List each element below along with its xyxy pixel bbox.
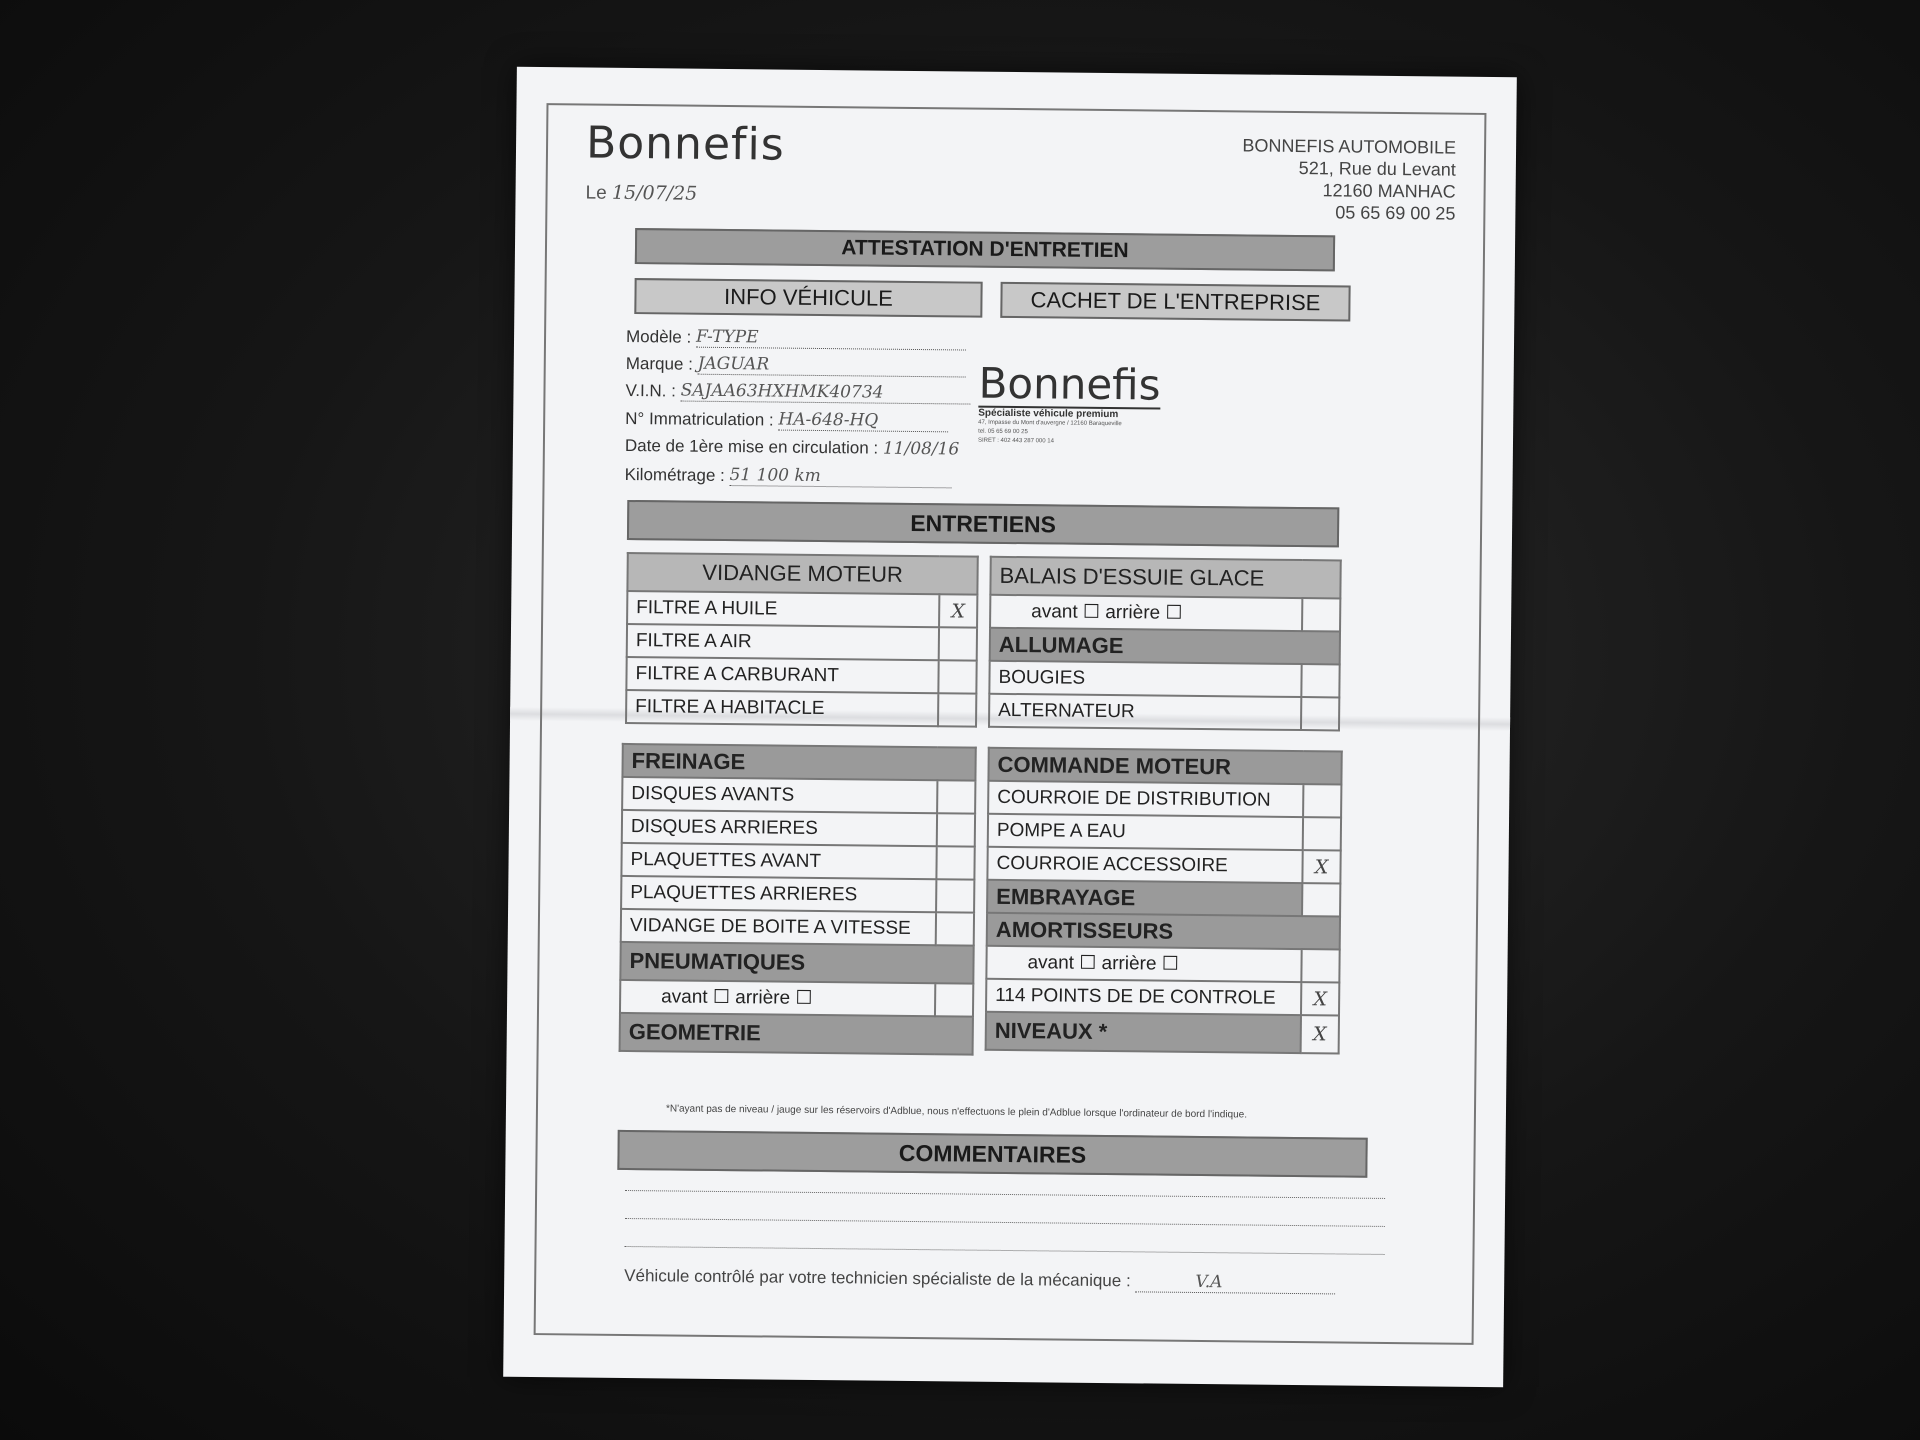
item-filtre-carburant: FILTRE A CARBURANT: [626, 657, 938, 693]
stamp-name: Bonnefis: [978, 358, 1161, 410]
header-geometrie: GEOMETRIE: [620, 1013, 973, 1055]
field-mise-en-circulation: Date de 1ère mise en circulation : 11/08/16: [624, 435, 960, 460]
document-date: [585, 182, 697, 206]
field-vin-value: SAJAA63HXHMK40734: [681, 381, 971, 405]
item-alternateur: ALTERNATEUR: [989, 694, 1301, 730]
item-filtre-air: FILTRE A AIR: [627, 624, 939, 660]
table-balais-allumage: [988, 556, 1342, 732]
header-commentaires: COMMENTAIRES: [617, 1130, 1367, 1178]
item-plaquettes-arrieres: PLAQUETTES ARRIERES: [621, 876, 936, 912]
header-cachet: CACHET DE L'ENTREPRISE: [1000, 282, 1350, 322]
table-commande-moteur: [985, 747, 1343, 1055]
header-niveaux: NIVEAUX *: [986, 1012, 1301, 1053]
header-allumage: ALLUMAGE: [990, 628, 1340, 665]
field-marque-value: JAGUAR: [698, 354, 966, 378]
item-courroie-distribution: COURROIE DE DISTRIBUTION: [988, 781, 1303, 817]
check-pneumatiques: [935, 983, 973, 1016]
adblue-note: *N'ayant pas de niveau / jauge sur les réservoirs d'Adblue, nous n'effectuons le plein d'Adblue lorsque l'ordinateur de bord l'indique.: [665, 1103, 1248, 1121]
date-value: 15/07/25: [611, 181, 698, 205]
company-stamp: [977, 358, 1161, 448]
item-filtre-huile: FILTRE A HUILE: [627, 591, 939, 627]
field-vin: V.I.N. : SAJAA63HXHMK40734: [625, 380, 970, 405]
check-bougies: [1301, 664, 1339, 697]
header-commande-moteur: COMMANDE MOTEUR: [988, 748, 1341, 785]
header-balais: BALAIS D'ESSUIE GLACE: [990, 557, 1340, 599]
field-immatriculation: N° Immatriculation : HA-648-HQ: [625, 408, 948, 432]
check-balais: [1302, 598, 1340, 631]
company-city: 12160 MANHAC: [1322, 180, 1456, 202]
item-points-controle: 114 POINTS DE DE CONTROLE: [986, 979, 1301, 1015]
header-pneumatiques: PNEUMATIQUES: [620, 942, 973, 984]
balais-options: avant ☐ arrière ☐: [990, 595, 1302, 631]
header-amortisseurs: AMORTISSEURS: [987, 913, 1340, 950]
check-vidange-boite: [936, 912, 974, 945]
header-vidange-moteur: VIDANGE MOTEUR: [627, 553, 977, 595]
company-phone: 05 65 69 00 25: [1335, 202, 1456, 224]
table-freinage: [619, 743, 977, 1056]
company-logo: Bonnefis: [585, 117, 785, 171]
field-marque: Marque : JAGUAR: [626, 353, 966, 378]
field-kilometrage-value: 51 100 km: [729, 465, 951, 488]
company-name: BONNEFIS AUTOMOBILE: [1242, 135, 1457, 158]
header-embrayage: EMBRAYAGE: [987, 880, 1302, 916]
check-filtre-huile: X: [939, 594, 977, 627]
item-bougies: BOUGIES: [989, 661, 1301, 697]
check-filtre-air: [939, 627, 977, 660]
field-kilometrage: Kilométrage : 51 100 km: [625, 464, 952, 488]
item-filtre-habitacle: FILTRE A HABITACLE: [626, 690, 938, 726]
title-attestation: ATTESTATION D'ENTRETIEN: [635, 228, 1335, 271]
maintenance-certificate: [503, 67, 1517, 1387]
check-filtre-carburant: [938, 660, 976, 693]
item-plaquettes-avant: PLAQUETTES AVANT: [621, 843, 936, 879]
check-disques-arrieres: [937, 813, 975, 846]
header-freinage: FREINAGE: [622, 744, 975, 781]
item-pompe-eau: POMPE A EAU: [988, 814, 1303, 850]
check-disques-avants: [937, 780, 975, 813]
check-filtre-habitacle: [938, 693, 976, 726]
stamp-siret: SIRET : 402 443 287 000 14: [977, 437, 1054, 445]
item-disques-arrieres: DISQUES ARRIERES: [622, 810, 937, 846]
field-modele: Modèle : F-TYPE: [626, 326, 966, 351]
item-vidange-boite: VIDANGE DE BOITE A VITESSE: [621, 909, 936, 945]
pneumatiques-options: avant ☐ arrière ☐: [620, 980, 935, 1016]
check-pompe-eau: [1303, 817, 1341, 850]
check-plaquettes-avant: [936, 846, 974, 879]
signature-value: V.A: [1135, 1271, 1335, 1294]
stamp-subtitle: Spécialiste véhicule premium: [978, 407, 1119, 421]
company-street: 521, Rue du Levant: [1298, 157, 1456, 180]
table-vidange-moteur: [625, 552, 979, 728]
check-alternateur: [1301, 697, 1339, 730]
date-label: Le: [585, 182, 607, 204]
stamp-address: 47, Impasse du Mont d'auvergne / 12160 Baraqueville: [978, 419, 1122, 428]
check-courroie-distribution: [1303, 784, 1341, 817]
amortisseurs-options: avant ☐ arrière ☐: [986, 946, 1301, 982]
check-points-controle: X: [1301, 982, 1339, 1015]
check-courroie-accessoire: X: [1302, 850, 1340, 883]
header-entretiens: ENTRETIENS: [627, 500, 1339, 547]
field-modele-value: F-TYPE: [696, 327, 966, 351]
check-plaquettes-arrieres: [936, 879, 974, 912]
stamp-phone: tel. 05 65 69 00 25: [978, 428, 1028, 436]
check-niveaux: X: [1301, 1015, 1339, 1053]
signature-label: Véhicule contrôlé par votre technicien spécialiste de la mécanique :: [624, 1265, 1131, 1291]
company-address: [1242, 134, 1457, 224]
field-mise-en-circulation-value: 11/08/16: [882, 438, 960, 460]
header-info-vehicule: INFO VÉHICULE: [634, 278, 982, 318]
item-courroie-accessoire: COURROIE ACCESSOIRE: [987, 847, 1302, 883]
check-amortisseurs: [1301, 949, 1339, 982]
field-immatriculation-value: HA-648-HQ: [778, 410, 948, 433]
item-disques-avants: DISQUES AVANTS: [622, 777, 937, 813]
check-embrayage: [1302, 883, 1340, 916]
